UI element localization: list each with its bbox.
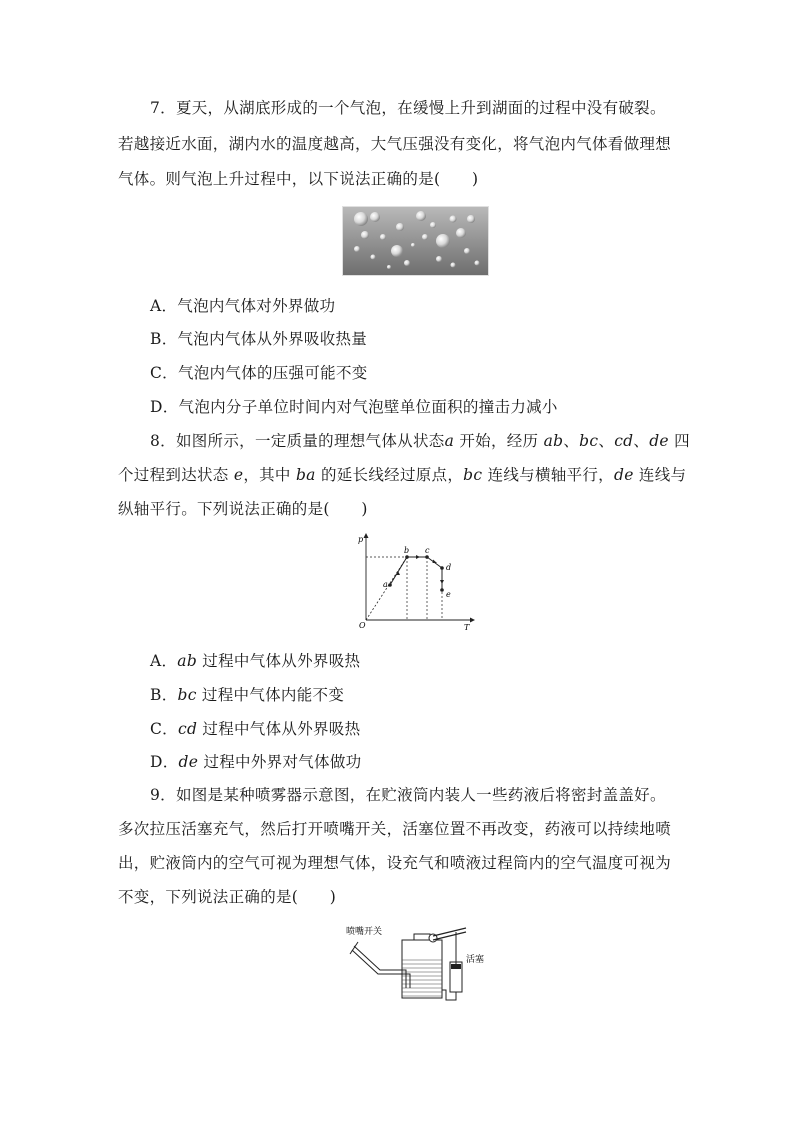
sprayer-diagram <box>334 922 496 1004</box>
q8-option-a: A．ab 过程中气体从外界吸热 <box>150 652 361 670</box>
q8-line-1: 8．如图所示，一定质量的理想气体从状态a 开始，经历 ab、bc、cd、de 四 <box>150 432 690 450</box>
q8-option-b: B．bc 过程中气体内能不变 <box>150 686 345 704</box>
bubbles-image <box>342 206 489 276</box>
axis-p-label: p <box>358 535 364 544</box>
q9-line-4: 不变，下列说法正确的是( ) <box>118 888 337 906</box>
piston-label: 活塞 <box>466 955 485 965</box>
nozzle-switch-label: 喷嘴开关 <box>346 927 383 937</box>
q7-option-d: D．气泡内分子单位时间内对气泡壁单位面积的撞击力减小 <box>150 398 558 416</box>
q9-line-3: 出，贮液筒内的空气可视为理想气体，设充气和喷液过程筒内的空气温度可视为 <box>118 854 672 872</box>
q9-line-2: 多次拉压活塞充气，然后打开喷嘴开关，活塞位置不再改变，药液可以持续地喷 <box>118 820 672 838</box>
q9-line-1: 9．如图是某种喷雾器示意图，在贮液筒内装人一些药液后将密封盖盖好。 <box>150 786 666 804</box>
q7-option-a: A．气泡内气体对外界做功 <box>150 297 336 315</box>
q8-line-2: 个过程到达状态 e，其中 ba 的延长线经过原点，bc 连线与横轴平行，de 连线与 <box>118 466 687 484</box>
pt-diagram <box>352 530 477 634</box>
point-a-label: a <box>383 580 388 589</box>
q8-option-c: C．cd 过程中气体从外界吸热 <box>150 720 361 738</box>
q7-line-2: 若越接近水面，湖内水的温度越高，大气压强没有变化，将气泡内气体看做理想 <box>118 135 672 153</box>
q7-option-c: C．气泡内气体的压强可能不变 <box>150 364 368 382</box>
q8-line-3: 纵轴平行。下列说法正确的是( ) <box>118 500 368 518</box>
q7-line-3: 气体。则气泡上升过程中，以下说法正确的是( ) <box>118 170 479 188</box>
point-b-label: b <box>404 546 410 555</box>
point-e-label: e <box>446 590 451 599</box>
origin-label: O <box>359 621 366 630</box>
q7-line-1: 7．夏天，从湖底形成的一个气泡，在缓慢上升到湖面的过程中没有破裂。 <box>150 99 666 117</box>
q7-option-b: B．气泡内气体从外界吸收热量 <box>150 330 368 348</box>
axis-t-label: T <box>464 623 470 632</box>
q8-option-d: D．de 过程中外界对气体做功 <box>150 753 362 771</box>
point-c-label: c <box>425 546 430 555</box>
point-d-label: d <box>446 563 452 572</box>
